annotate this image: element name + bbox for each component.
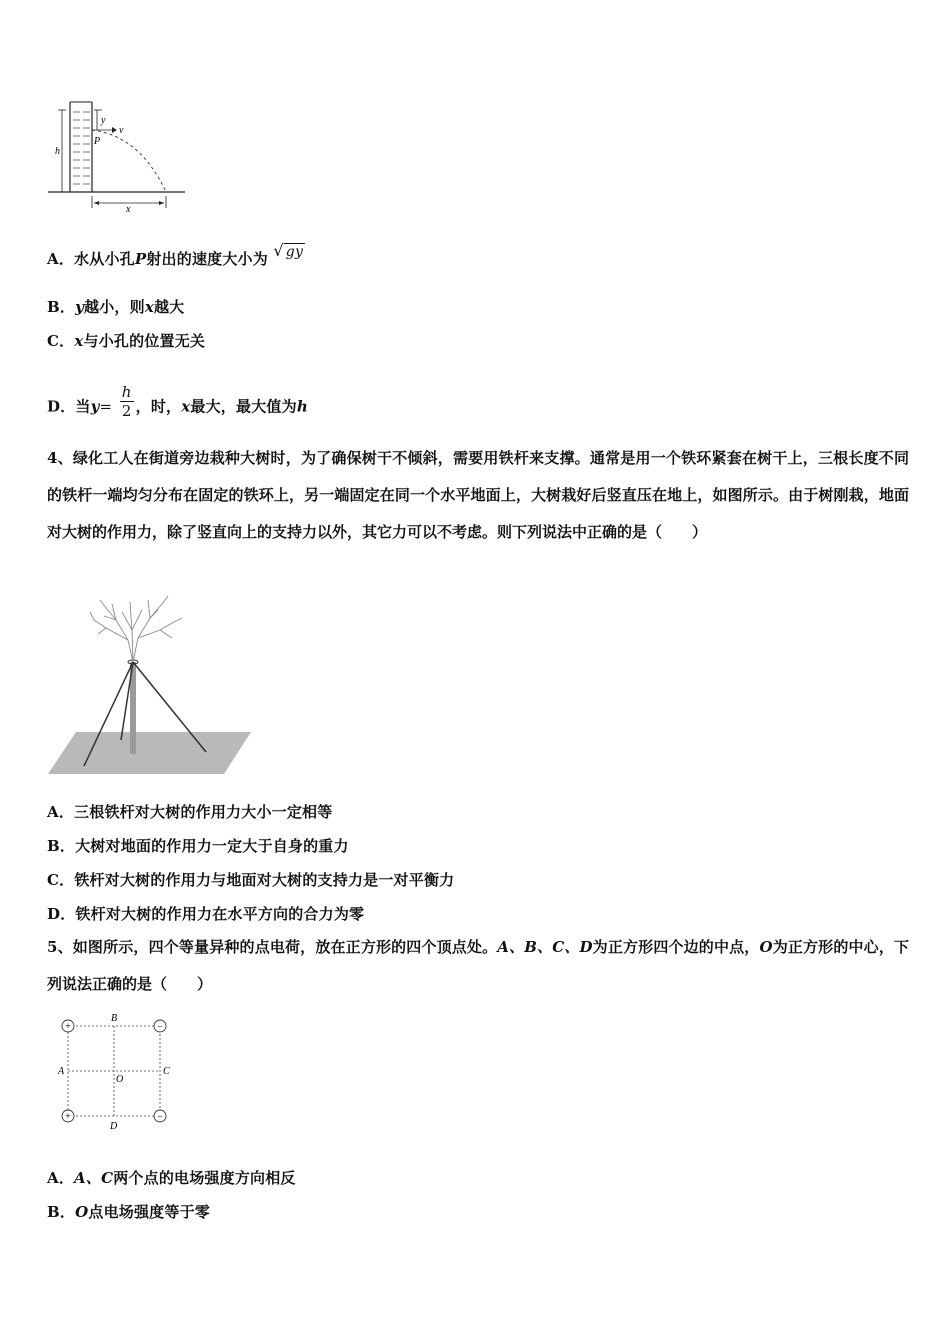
q4-option-d[interactable]: D．铁杆对大树的作用力在水平方向的合力为零 xyxy=(47,905,365,923)
charge-bottom-right xyxy=(154,1110,166,1123)
svg-text:−: − xyxy=(157,1111,163,1123)
charge-top-right xyxy=(154,1020,166,1033)
q3-option-b[interactable]: B．y越小，则x越大 xyxy=(47,298,185,316)
fraction-h-over-2: $\frac{h}{2}$ xyxy=(121,383,132,420)
tree-support-figure xyxy=(46,590,256,780)
q3-option-c[interactable]: C．x与小孔的位置无关 xyxy=(47,332,206,350)
label-o: O xyxy=(116,1074,124,1085)
q4-option-c[interactable]: C．铁杆对大树的作用力与地面对大树的支持力是一对平衡力 xyxy=(47,871,455,889)
q5-option-b[interactable]: B．O点电场强度等于零 xyxy=(47,1203,210,1221)
label-b: B xyxy=(111,1013,118,1024)
label-h: h xyxy=(55,146,60,157)
label-y: y xyxy=(101,115,106,126)
charge-top-left xyxy=(62,1020,74,1033)
label-c: C xyxy=(163,1066,170,1077)
q4-option-a[interactable]: A．三根铁杆对大树的作用力大小一定相等 xyxy=(47,803,333,821)
svg-text:−: − xyxy=(157,1021,163,1033)
q5-option-a[interactable]: A．A、C两个点的电场强度方向相反 xyxy=(47,1169,296,1187)
label-x: x xyxy=(126,204,131,215)
q4-stem: 4、绿化工人在街道旁边栽种大树时，为了确保树干不倾斜，需要用铁杆来支撑。通常是用一个铁环紧套在树干上，三根长度不同的铁杆一端均匀分布在固定的铁环上，另一端固定在同一个水平地面上，大树栽好后竖直压在地上，如图所示。由于树刚栽，地面对大树的作用力，除了竖直向上的支持力以外，其它力可以不考虑。则下列说法中正确的是（ ） xyxy=(47,449,909,541)
label-a: A xyxy=(58,1066,65,1077)
svg-text:+: + xyxy=(65,1111,71,1123)
q4-option-b[interactable]: B．大树对地面的作用力一定大于自身的重力 xyxy=(47,837,349,855)
sqrt-formula: √ gy xyxy=(273,241,304,260)
charge-bottom-left xyxy=(62,1110,74,1123)
q3-option-d[interactable]: D．当y= $\frac{h}{2}$ ，时，x最大，最大值为h xyxy=(47,383,308,420)
label-v: v xyxy=(119,125,124,136)
square-charges-figure xyxy=(52,1010,182,1135)
water-tank-figure xyxy=(40,96,190,216)
label-p: P xyxy=(94,136,101,147)
q3-option-a[interactable]: A．水从小孔P射出的速度大小为 √ gy xyxy=(47,241,304,268)
svg-text:+: + xyxy=(65,1021,71,1033)
q5-stem: 5、如图所示，四个等量异种的点电荷，放在正方形的四个顶点处。A、B、C、D为正方形四个边的中点，O为正方形的中心，下列说法正确的是（ ） xyxy=(47,938,909,993)
label-d: D xyxy=(110,1121,118,1132)
